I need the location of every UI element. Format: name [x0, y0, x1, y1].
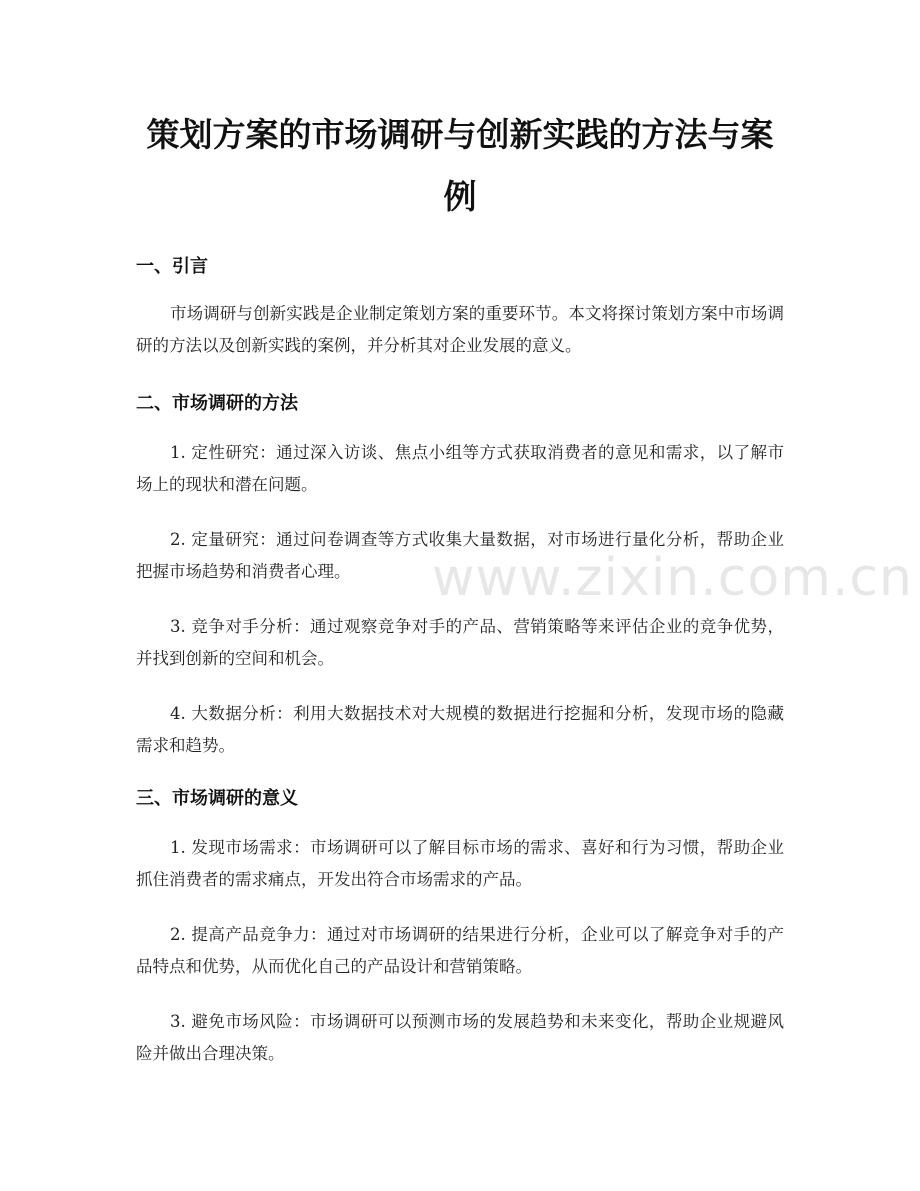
paragraph-method-qualitative: 1. 定性研究：通过深入访谈、焦点小组等方式获取消费者的意见和需求，以了解市场上的现状和潜在问题。	[136, 443, 784, 494]
paragraph-method-big-data: 4. 大数据分析：利用大数据技术对大规模的数据进行挖掘和分析，发现市场的隐藏需求和趋势。	[136, 704, 784, 755]
paragraph-method-competitor: 3. 竞争对手分析：通过观察竞争对手的产品、营销策略等来评估企业的竞争优势，并找到创新的空间和机会。	[136, 617, 784, 668]
paragraph-method-quantitative: 2. 定量研究：通过问卷调查等方式收集大量数据，对市场进行量化分析，帮助企业把握市场趋势和消费者心理。	[136, 530, 784, 581]
watermark-text: www.zixin.com.cn	[432, 548, 913, 608]
paragraph-introduction: 市场调研与创新实践是企业制定策划方案的重要环节。本文将探讨策划方案中市场调研的方法以及创新实践的案例，并分析其对企业发展的意义。	[136, 304, 784, 355]
paragraph-significance-risk: 3. 避免市场风险：市场调研可以预测市场的发展趋势和未来变化，帮助企业规避风险并做出合理决策。	[136, 1012, 784, 1063]
document-title: 策划方案的市场调研与创新实践的方法与案例	[146, 115, 774, 216]
paragraph-significance-demand: 1. 发现市场需求：市场调研可以了解目标市场的需求、喜好和行为习惯，帮助企业抓住消费者的需求痛点，开发出符合市场需求的产品。	[136, 838, 784, 889]
section-heading-research-methods: 二、市场调研的方法	[136, 393, 298, 414]
section-heading-introduction: 一、引言	[136, 256, 208, 277]
paragraph-significance-competitiveness: 2. 提高产品竞争力：通过对市场调研的结果进行分析，企业可以了解竞争对手的产品特点和优势，从而优化自己的产品设计和营销策略。	[136, 925, 784, 976]
section-heading-research-significance: 三、市场调研的意义	[136, 788, 298, 809]
